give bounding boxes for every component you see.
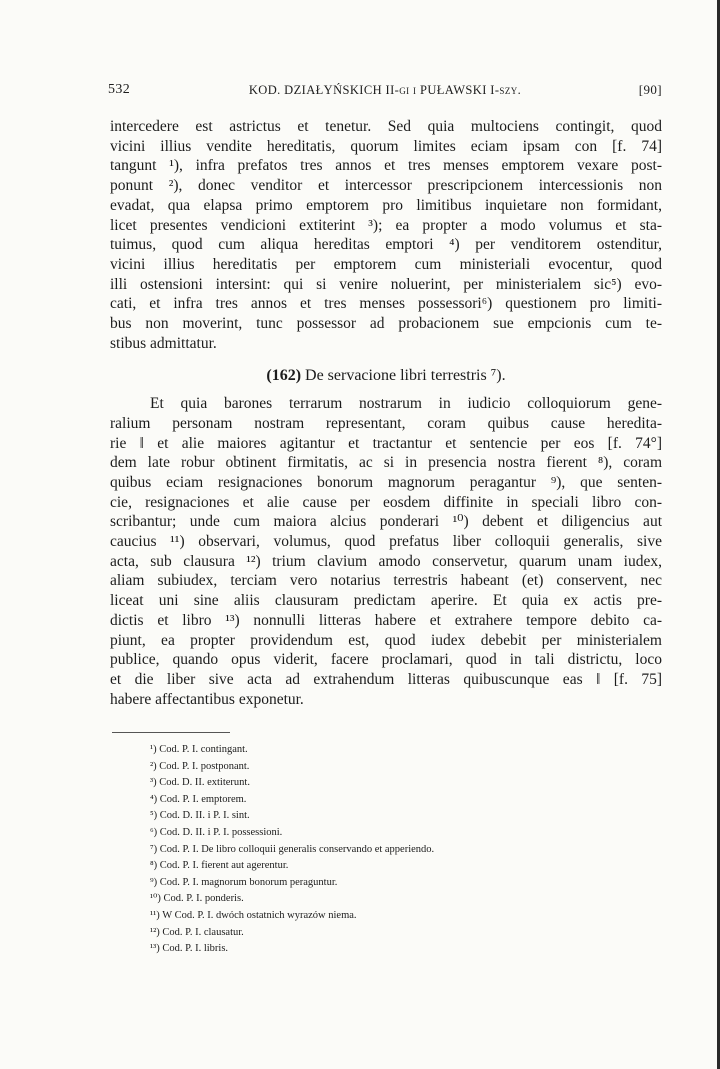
footnote: ¹⁰) Cod. P. I. ponderis. — [150, 893, 244, 905]
text-line: ralium personam nostram representant, coram quibus cause heredita- — [110, 414, 662, 432]
footnote: ¹²) Cod. P. I. clausatur. — [150, 926, 244, 938]
text-line: cie, resignaciones et alie cause per eosdem diffinite in speciali libro con- — [110, 493, 662, 511]
footnote: ⁹) Cod. P. I. magnorum bonorum peraguntur. — [150, 876, 338, 888]
text-line: bus non moverint, tunc possessor ad probacionem sue empcionis cum te- — [110, 315, 662, 333]
text-line: aliam subiudex, terciam vero notarius terrestris habeant (et) conservent, nec — [110, 572, 662, 590]
footnote: ²) Cod. P. I. postponant. — [150, 760, 250, 772]
text-line: piunt, ea propter providendum est, quod iudex debebit per ministerialem — [110, 631, 662, 649]
paragraph-2 — [110, 394, 662, 709]
footnotes — [150, 742, 570, 958]
text-line: tangunt ¹), infra prefatos tres annos et tres menses emptorem vexare post- — [110, 157, 662, 175]
footnote: ¹¹) W Cod. P. I. dwóch ostatnich wyrazów niema. — [150, 909, 357, 921]
page-header — [108, 82, 662, 102]
running-title: KOD. DZIAŁYŃSKICH II-gi i PUŁAWSKI I-szy. — [248, 83, 522, 97]
text-line: dictis et libro ¹³) nonnulli litteras habere et extrahere tempore debito ca- — [110, 611, 662, 629]
footnote: ⁴) Cod. P. I. emptorem. — [150, 793, 247, 805]
footnote-divider — [112, 732, 230, 733]
text-line: tuimus, quod cum aliqua hereditas emptori ⁴) per venditorem ostenditur, — [110, 236, 662, 254]
section-title: De servacione libri terrestris ⁷). — [305, 367, 506, 385]
main-text — [110, 117, 662, 709]
text-line: acta, sub clausura ¹²) trium clavium amodo conservetur, quarum unam iudex, — [110, 552, 662, 570]
text-line: illi ostensioni intersint: qui si venire noluerint, per ministerialem sic⁵) evo- — [110, 275, 662, 293]
text-line: intercedere est astrictus et tenetur. Sed quia multociens contingit, quod — [110, 118, 662, 135]
footnote: ⁶) Cod. D. II. i P. I. possessioni. — [150, 826, 283, 838]
footnote: ⁷) Cod. P. I. De libro colloquii generalis conservando et apperiendo. — [150, 843, 435, 855]
footnote: ⁵) Cod. D. II. i P. I. sint. — [150, 810, 250, 822]
text-line: publice, quando opus viderit, facere proclamari, quod in tali districtu, loco — [110, 651, 662, 669]
section-number: (162) — [266, 367, 302, 385]
footnote: ¹) Cod. P. I. contingant. — [150, 744, 248, 755]
text-line: evadat, qua elapsa primo emptorem pro limitibus inquietare non formidant, — [110, 196, 662, 214]
text-line: et die liber sive acta ad extrahendum litteras quibuscunque eas ‖ [f. 75] — [110, 670, 662, 688]
text-line: scribantur; unde cum maiora alcius ponderari ¹⁰) debent et diligencius aut — [110, 513, 662, 531]
text-line: caucius ¹¹) observari, volumus, quod prefatus liber colloquii generalis, sive — [110, 533, 662, 551]
text-line: dem late robur obtinent firmitatis, ac si in presencia nostra fierent ⁸), coram — [110, 454, 662, 472]
text-line: quibus eciam resignaciones bonorum magnorum peragantur ⁹), que senten- — [110, 473, 662, 491]
text-line: licet presentes vendicioni extiterint ³); ea propter a modo volumus et sta- — [110, 216, 662, 234]
text-line: vicini illius hereditatis per emptorem cum ministeriali evocentur, quod — [110, 255, 662, 273]
footnote: ⁸) Cod. P. I. fierent aut agerentur. — [150, 860, 289, 872]
page-number: 532 — [108, 82, 131, 97]
footnote: ³) Cod. D. II. extiterunt. — [150, 777, 250, 789]
page-reference: [90] — [638, 82, 662, 97]
paragraph-1 — [110, 117, 662, 353]
text-line: habere affectantibus exponetur. — [110, 690, 304, 708]
text-line: rie ‖ et alie maiores agitantur et tractantur et sentencie per eos [f. 74°] — [110, 434, 662, 452]
text-line: Et quia barones terrarum nostrarum in iudicio colloquiorum gene- — [150, 395, 662, 413]
text-line: liceat uni sine aliis clausuram predictam aperire. Et quia ex actis pre- — [110, 592, 662, 610]
text-line: stibus admittatur. — [110, 334, 217, 352]
text-line: cati, et infra tres annos et tres menses possessori⁶) questionem pro limiti- — [110, 295, 662, 313]
text-line: vicini illius vendite hereditatis, quorum limites eciam ipsam con [f. 74] — [110, 137, 662, 155]
footnote: ¹³) Cod. P. I. libris. — [150, 943, 229, 955]
text-line: ponunt ²), donec venditor et intercessor prescripcionem intercessionis non — [110, 177, 662, 195]
section-heading — [110, 366, 662, 386]
